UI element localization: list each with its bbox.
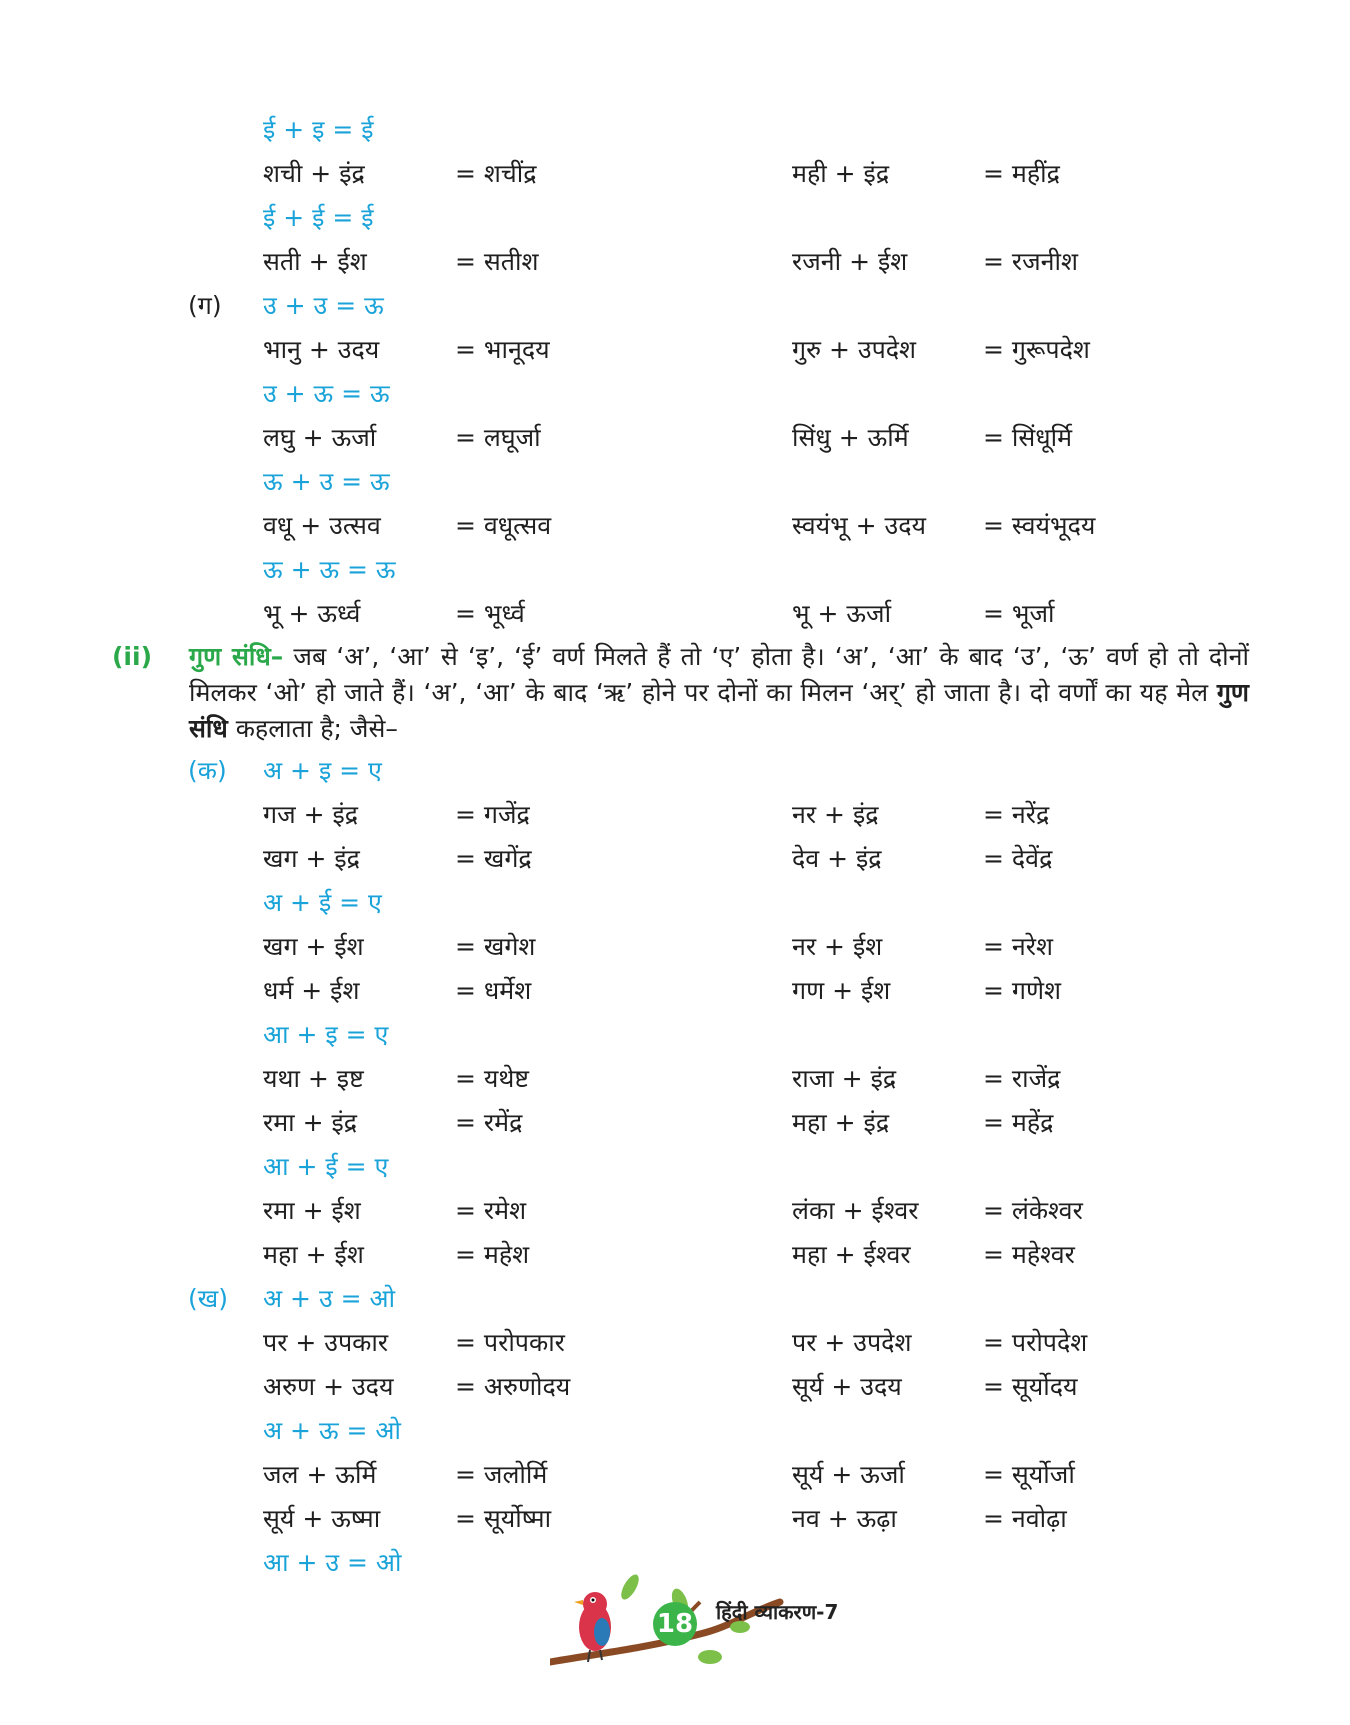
example-row xyxy=(0,156,1350,192)
example-result: = सिंधूर्मि xyxy=(983,423,1073,452)
example-parts: खग + इंद्र xyxy=(263,844,360,873)
example-row xyxy=(0,1457,1350,1493)
example-row xyxy=(0,1237,1350,1273)
rule-text: ऊ + उ = ऊ xyxy=(263,467,390,496)
example-row xyxy=(0,420,1350,456)
section-body: जब ‘अ’, ‘आ’ से ‘इ’, ‘ई’ वर्ण मिलते हैं तो ‘ए’ होता है। ‘अ’, ‘आ’ के बाद ‘उ’, ‘ऊ’ वर्ण हो तो दोनों मिलकर ‘ओ’ हो जाते हैं। ‘अ’, ‘आ’ के बाद ‘ऋ’ होने पर दोनों का मिलन ‘अर्’ हो जाता है। दो वर्णों का यह मेल xyxy=(189,642,1250,707)
example-parts: सूर्य + ऊष्मा xyxy=(263,1504,381,1533)
example-parts: भू + ऊर्ध्व xyxy=(263,599,361,628)
example-result: = नवोढ़ा xyxy=(983,1504,1067,1533)
example-result: = महींद्र xyxy=(983,159,1060,188)
example-parts: सिंधु + ऊर्मि xyxy=(792,423,909,452)
example-parts: गुरु + उपदेश xyxy=(792,335,917,364)
example-row xyxy=(0,1369,1350,1405)
rule-text: आ + इ = ए xyxy=(263,1020,389,1049)
rule-text: उ + ऊ = ऊ xyxy=(263,379,390,408)
example-parts: महा + इंद्र xyxy=(792,1108,890,1137)
example-parts: गज + इंद्र xyxy=(263,800,359,829)
rule-row xyxy=(0,200,1350,236)
example-result: = नरेंद्र xyxy=(983,800,1050,829)
example-result: = सतीश xyxy=(455,247,539,276)
example-row xyxy=(0,332,1350,368)
rule-text: अ + उ = ओ xyxy=(263,1284,396,1313)
section-heading: गुण संधि– xyxy=(189,642,284,671)
rule-text: ऊ + ऊ = ऊ xyxy=(263,555,396,584)
rule-row xyxy=(0,464,1350,500)
section-paragraph xyxy=(189,639,1249,747)
rule-text: अ + इ = ए xyxy=(263,756,382,785)
example-result: = महेश xyxy=(455,1240,530,1269)
example-row xyxy=(0,1193,1350,1229)
rule-row xyxy=(0,1017,1350,1053)
example-row xyxy=(0,973,1350,1009)
example-result: = भूर्जा xyxy=(983,599,1055,628)
example-row xyxy=(0,797,1350,833)
example-row xyxy=(0,1501,1350,1537)
example-result: = सूर्योदय xyxy=(983,1372,1078,1401)
example-parts: सूर्य + उदय xyxy=(792,1372,902,1401)
example-parts: सती + ईश xyxy=(263,247,367,276)
example-result: = नरेश xyxy=(983,932,1053,961)
example-result: = गजेंद्र xyxy=(455,800,530,829)
example-parts: रमा + ईश xyxy=(263,1196,361,1225)
example-parts: पर + उपदेश xyxy=(792,1328,912,1357)
example-result: = भानूदय xyxy=(455,335,550,364)
example-parts: महा + ईश xyxy=(263,1240,364,1269)
example-result: = खगेंद्र xyxy=(455,844,532,873)
example-row xyxy=(0,508,1350,544)
example-result: = रजनीश xyxy=(983,247,1079,276)
rule-text: ई + इ = ई xyxy=(263,115,374,144)
example-result: = रमेश xyxy=(455,1196,527,1225)
section-bold-term: गुण संधि xyxy=(189,678,1249,743)
rule-text: उ + उ = ऊ xyxy=(263,291,384,320)
example-parts: धर्म + ईश xyxy=(263,976,360,1005)
rule-row xyxy=(0,1281,1350,1317)
rule-text: अ + ऊ = ओ xyxy=(263,1416,401,1445)
example-parts: महा + ईश्वर xyxy=(792,1240,911,1269)
rule-row xyxy=(0,1413,1350,1449)
example-parts: भू + ऊर्जा xyxy=(792,599,892,628)
example-result: = यथेष्ट xyxy=(455,1064,529,1093)
example-parts: देव + इंद्र xyxy=(792,844,882,873)
page-number: 18 xyxy=(656,1609,694,1639)
rule-row xyxy=(0,1149,1350,1185)
rule-text: ई + ई = ई xyxy=(263,203,374,232)
example-parts: खग + ईश xyxy=(263,932,364,961)
example-parts: जल + ऊर्मि xyxy=(263,1460,377,1489)
example-result: = लघूर्जा xyxy=(455,423,541,452)
example-result: = महेंद्र xyxy=(983,1108,1054,1137)
example-parts: लघु + ऊर्जा xyxy=(263,423,377,452)
example-result: = स्वयंभूदय xyxy=(983,511,1096,540)
example-row xyxy=(0,841,1350,877)
example-parts: गण + ईश xyxy=(792,976,891,1005)
example-result: = राजेंद्र xyxy=(983,1064,1061,1093)
example-parts: रमा + इंद्र xyxy=(263,1108,358,1137)
example-parts: यथा + इष्ट xyxy=(263,1064,364,1093)
example-parts: राजा + इंद्र xyxy=(792,1064,897,1093)
section-number: (ii) xyxy=(112,642,152,671)
example-parts: नर + इंद्र xyxy=(792,800,879,829)
subsection-label: (ख) xyxy=(188,1284,228,1313)
example-result: = शचींद्र xyxy=(455,159,537,188)
example-result: = सूर्योर्जा xyxy=(983,1460,1075,1489)
example-parts: अरुण + उदय xyxy=(263,1372,394,1401)
subsection-label: (क) xyxy=(188,756,227,785)
rule-text: अ + ई = ए xyxy=(263,888,382,917)
section-tail: कहलाता है; जैसे– xyxy=(227,714,398,743)
rule-row xyxy=(0,885,1350,921)
example-parts: भानु + उदय xyxy=(263,335,380,364)
subsection-label: (ग) xyxy=(188,291,222,320)
example-parts: नव + ऊढ़ा xyxy=(792,1504,897,1533)
example-row xyxy=(0,1105,1350,1141)
rule-row xyxy=(0,753,1350,789)
example-result: = वधूत्सव xyxy=(455,511,552,540)
example-result: = खगेश xyxy=(455,932,536,961)
example-result: = धर्मेश xyxy=(455,976,532,1005)
example-parts: स्वयंभू + उदय xyxy=(792,511,927,540)
example-result: = गणेश xyxy=(983,976,1062,1005)
example-parts: पर + उपकार xyxy=(263,1328,389,1357)
example-row xyxy=(0,1325,1350,1361)
example-row xyxy=(0,596,1350,632)
rule-row xyxy=(0,376,1350,412)
example-result: = गुरूपदेश xyxy=(983,335,1090,364)
example-parts: लंका + ईश्वर xyxy=(792,1196,919,1225)
example-result: = महेश्वर xyxy=(983,1240,1075,1269)
rule-row xyxy=(0,552,1350,588)
example-result: = भूर्ध्व xyxy=(455,599,525,628)
example-parts: मही + इंद्र xyxy=(792,159,890,188)
example-parts: रजनी + ईश xyxy=(792,247,908,276)
example-row xyxy=(0,244,1350,280)
rule-row xyxy=(0,112,1350,148)
rule-row xyxy=(0,288,1350,324)
example-parts: सूर्य + ऊर्जा xyxy=(792,1460,905,1489)
example-row xyxy=(0,929,1350,965)
example-result: = परोपकार xyxy=(455,1328,565,1357)
example-result: = देवेंद्र xyxy=(983,844,1053,873)
book-title: हिंदी व्याकरण-7 xyxy=(716,1600,839,1624)
example-result: = रमेंद्र xyxy=(455,1108,523,1137)
example-row xyxy=(0,1061,1350,1097)
example-parts: नर + ईश xyxy=(792,932,883,961)
example-result: = अरुणोदय xyxy=(455,1372,571,1401)
example-parts: वधू + उत्सव xyxy=(263,511,381,540)
rule-text: आ + ई = ए xyxy=(263,1152,389,1181)
example-result: = सूर्योष्मा xyxy=(455,1504,552,1533)
example-result: = परोपदेश xyxy=(983,1328,1088,1357)
example-result: = लंकेश्वर xyxy=(983,1196,1083,1225)
rule-text: आ + उ = ओ xyxy=(263,1548,402,1577)
example-result: = जलोर्मि xyxy=(455,1460,548,1489)
example-parts: शची + इंद्र xyxy=(263,159,365,188)
